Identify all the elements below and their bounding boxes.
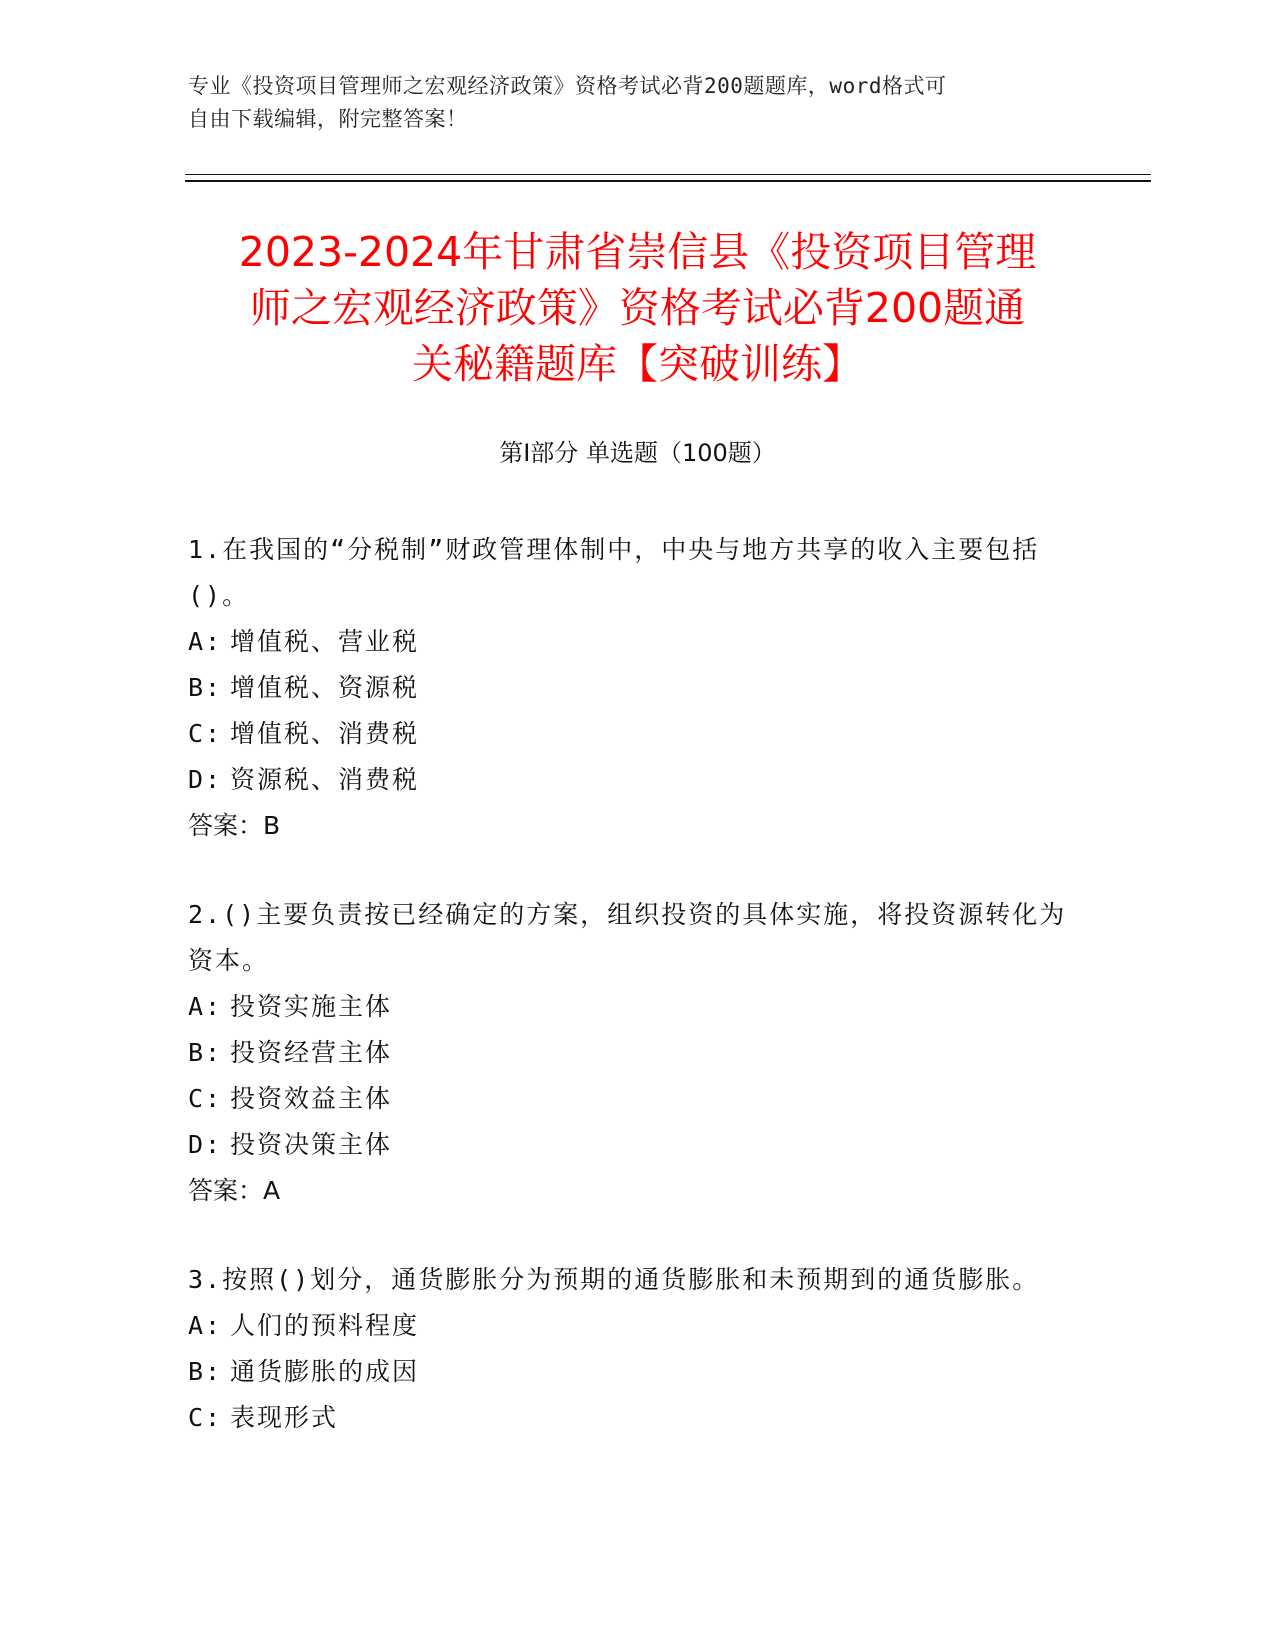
- option-text: 投资决策主体: [230, 1130, 393, 1159]
- option-list: [188, 1303, 1068, 1441]
- question-stem: 1.在我国的“分税制”财政管理体制中，中央与地方共享的收入主要包括()。: [188, 535, 1040, 610]
- option-item: [188, 619, 1068, 665]
- question-stem: 2.()主要负责按已经确定的方案，组织投资的具体实施，将投资源转化为资本。: [188, 900, 1067, 975]
- option-list: [188, 619, 1068, 803]
- option-item: [188, 711, 1068, 757]
- question-item: [188, 1257, 1068, 1441]
- header-note-line1: 专业《投资项目管理师之宏观经济政策》资格考试必背200题题库，word格式可: [188, 74, 947, 98]
- header-note-line2: 自由下载编辑，附完整答案！: [188, 107, 468, 131]
- option-key: A:: [188, 992, 223, 1021]
- option-key: C:: [188, 719, 223, 748]
- option-text: 表现形式: [230, 1403, 339, 1432]
- option-item: [188, 1303, 1068, 1349]
- option-item: [188, 984, 1068, 1030]
- option-key: B:: [188, 1357, 223, 1386]
- option-text: 增值税、营业税: [230, 627, 420, 656]
- option-text: 投资经营主体: [230, 1038, 393, 1067]
- option-key: D:: [188, 1130, 223, 1159]
- option-text: 通货膨胀的成因: [230, 1357, 420, 1386]
- option-text: 人们的预料程度: [230, 1311, 420, 1340]
- option-key: C:: [188, 1403, 223, 1432]
- header-note: [188, 70, 1068, 136]
- option-item: [188, 1076, 1068, 1122]
- option-key: C:: [188, 1084, 223, 1113]
- document-title: [160, 224, 1115, 392]
- option-item: [188, 1349, 1068, 1395]
- option-key: A:: [188, 1311, 223, 1340]
- option-text: 投资实施主体: [230, 992, 393, 1021]
- option-item: [188, 1395, 1068, 1441]
- section-heading: 第Ⅰ部分 单选题（100题）: [499, 439, 776, 467]
- answer-line: 答案：A: [188, 1176, 281, 1205]
- option-text: 增值税、消费税: [230, 719, 420, 748]
- option-text: 资源税、消费税: [230, 765, 420, 794]
- question-stem: 3.按照()划分，通货膨胀分为预期的通货膨胀和未预期到的通货膨胀。: [188, 1265, 1040, 1294]
- header-divider-thin: [185, 174, 1151, 175]
- option-item: [188, 1122, 1068, 1168]
- answer-line: 答案：B: [188, 811, 281, 840]
- header-divider-thick: [185, 180, 1151, 182]
- document-title-line1: 2023-2024年甘肃省崇信县《投资项目管理: [238, 228, 1037, 276]
- question-item: [188, 527, 1068, 849]
- question-item: [188, 892, 1068, 1214]
- option-key: B:: [188, 1038, 223, 1067]
- option-list: [188, 984, 1068, 1168]
- option-key: D:: [188, 765, 223, 794]
- option-item: [188, 665, 1068, 711]
- document-title-line3: 关秘籍题库【突破训练】: [412, 340, 863, 388]
- option-text: 投资效益主体: [230, 1084, 393, 1113]
- question-list: [188, 527, 1068, 1484]
- document-title-line2: 师之宏观经济政策》资格考试必背200题通: [249, 284, 1026, 332]
- option-key: B:: [188, 673, 223, 702]
- option-text: 增值税、资源税: [230, 673, 420, 702]
- option-item: [188, 757, 1068, 803]
- option-key: A:: [188, 627, 223, 656]
- option-item: [188, 1030, 1068, 1076]
